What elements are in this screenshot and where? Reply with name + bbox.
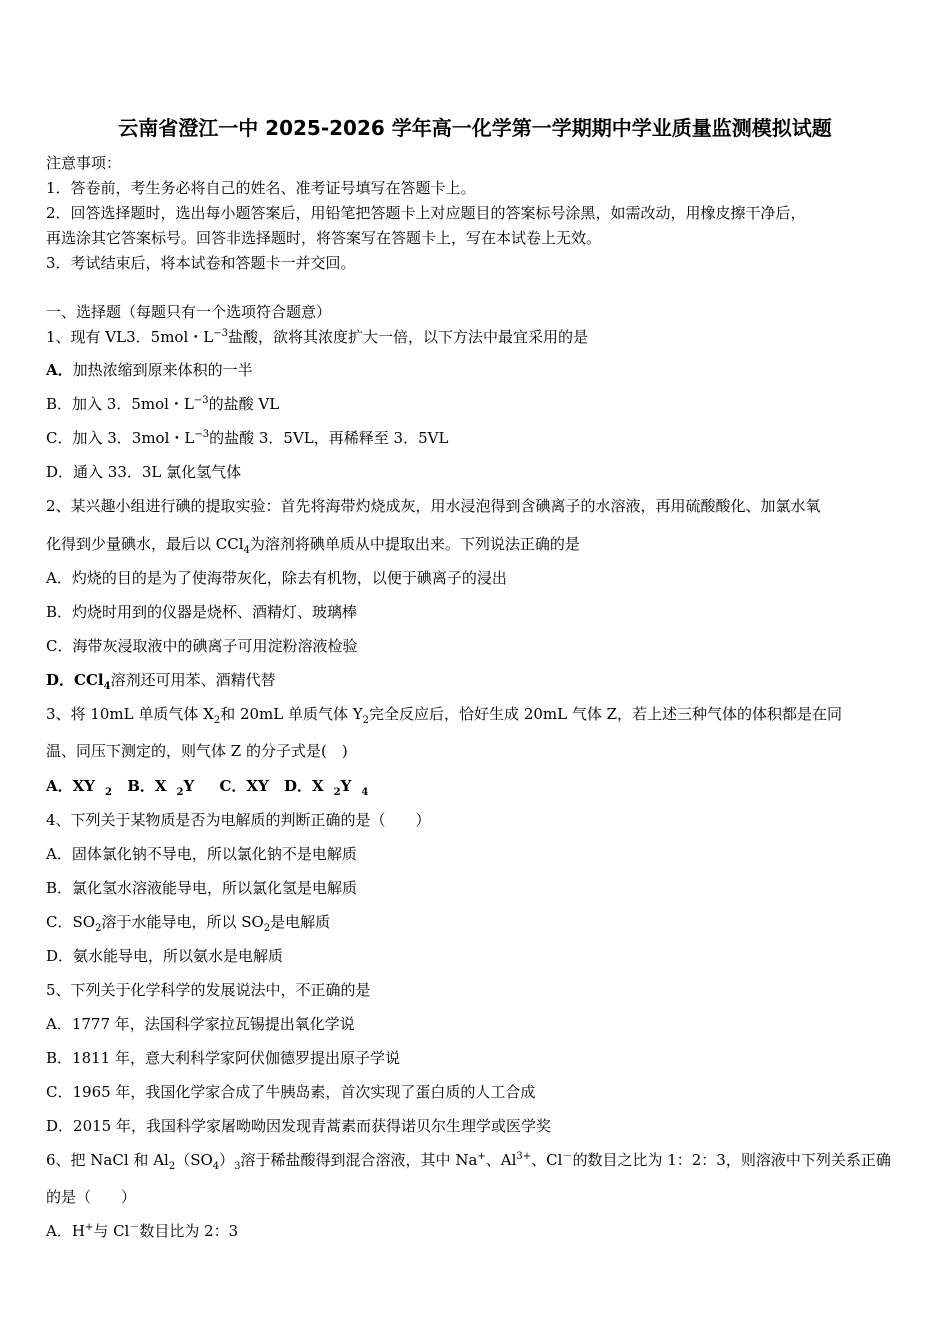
q4-option-a[interactable]: A．固体氯化钠不导电，所以氯化钠不是电解质: [46, 845, 357, 863]
q2-option-a[interactable]: A．灼烧的目的是为了使海带灰化，除去有机物，以便于碘离子的浸出: [46, 569, 507, 587]
notice-heading: 注意事项：: [46, 154, 122, 172]
q2-option-c[interactable]: C．海带灰浸取液中的碘离子可用淀粉溶液检验: [46, 637, 358, 655]
q3-option-b[interactable]: B．X $_2$Y: [127, 777, 195, 798]
q1-option-c[interactable]: C．加入 3．3mol・$L^{-3}$的盐酸 3．5VL，再稀释至 3．5VL: [46, 429, 449, 447]
question-4-stem: 4、下列关于某物质是否为电解质的判断正确的是（ ）: [46, 811, 431, 829]
q3-options: [46, 776, 378, 796]
q5-option-a[interactable]: A．1777 年，法国科学家拉瓦锡提出氧化学说: [46, 1015, 355, 1033]
q1-option-a[interactable]: A．加热浓缩到原来体积的一半: [46, 361, 253, 379]
notice-item: 3．考试结束后，将本试卷和答题卡一并交回。: [46, 254, 356, 272]
question-6-stem-cont: 的是（ ）: [46, 1188, 137, 1206]
q2-option-d[interactable]: D．CCl$_4$溶剂还可用苯、酒精代替: [46, 671, 276, 692]
question-1-stem: 1、现有 VL3．5mol・$L^{-3}$盐酸，欲将其浓度扩大一倍，以下方法中最宜采用的是: [46, 328, 588, 346]
q3-option-c[interactable]: C．XY: [219, 777, 269, 795]
notice-item: 1．答卷前，考生务必将自己的姓名、准考证号填写在答题卡上。: [46, 179, 476, 197]
q5-option-b[interactable]: B．1811 年，意大利科学家阿伏伽德罗提出原子学说: [46, 1049, 400, 1067]
page-title: 云南省澄江一中 2025-2026 学年高一化学第一学期期中学业质量监测模拟试题: [118, 116, 832, 140]
q1-option-b[interactable]: B．加入 3．5mol・$L^{-3}$的盐酸 VL: [46, 395, 280, 413]
q4-option-d[interactable]: D．氨水能导电，所以氨水是电解质: [46, 947, 284, 965]
question-2-stem: 2、某兴趣小组进行碘的提取实验：首先将海带灼烧成灰，用水浸泡得到含碘离子的水溶液，再用硫酸酸化、加氯水氧: [46, 497, 821, 515]
q3-option-a[interactable]: A．XY $_2$: [46, 777, 112, 798]
question-3-stem: 3、将 10mL 单质气体 $X_2$和 20mL 单质气体 $Y_2$完全反应后，恰好生成 20mL 气体 Z，若上述三种气体的体积都是在同: [46, 705, 843, 726]
question-2-stem-cont: 化得到少量碘水，最后以 CCl$_4$为溶剂将碘单质从中提取出来。下列说法正确的是: [46, 535, 580, 556]
question-6-stem: 6、把 NaCl 和 $Al_2(SO_4)_3$溶于稀盐酸得到混合溶液，其中 Na+、$Al^{3+}$、Cl－的数目之比为 1：2：3，则溶液中下列关系正确: [46, 1151, 891, 1172]
notice-item: 2．回答选择题时，选出每小题答案后，用铅笔把答题卡上对应题目的答案标号涂黑，如需改动，用橡皮擦干净后，: [46, 204, 806, 222]
notice-item: 再选涂其它答案标号。回答非选择题时，将答案写在答题卡上，写在本试卷上无效。: [46, 229, 602, 247]
q6-option-a[interactable]: A．H+与 Cl－数目比为 2：3: [46, 1222, 239, 1240]
q2-option-b[interactable]: B．灼烧时用到的仪器是烧杯、酒精灯、玻璃棒: [46, 603, 358, 621]
q1-option-d[interactable]: D．通入 33．3L 氯化氢气体: [46, 463, 242, 481]
q4-option-b[interactable]: B．氯化氢水溶液能导电，所以氯化氢是电解质: [46, 879, 358, 897]
question-5-stem: 5、下列关于化学科学的发展说法中，不正确的是: [46, 981, 371, 999]
question-3-stem-cont: 温、同压下测定的，则气体 Z 的分子式是( ): [46, 742, 348, 760]
q5-option-d[interactable]: D．2015 年，我国科学家屠呦呦因发现青蒿素而获得诺贝尔生理学或医学奖: [46, 1117, 551, 1135]
q5-option-c[interactable]: C．1965 年，我国化学家合成了牛胰岛素，首次实现了蛋白质的人工合成: [46, 1083, 536, 1101]
q3-option-d[interactable]: D．X $_2$Y $_4$: [283, 777, 369, 798]
section-heading: 一、选择题（每题只有一个选项符合题意）: [46, 303, 332, 321]
q4-option-c[interactable]: C．$SO_2$溶于水能导电，所以 $SO_2$是电解质: [46, 913, 331, 934]
